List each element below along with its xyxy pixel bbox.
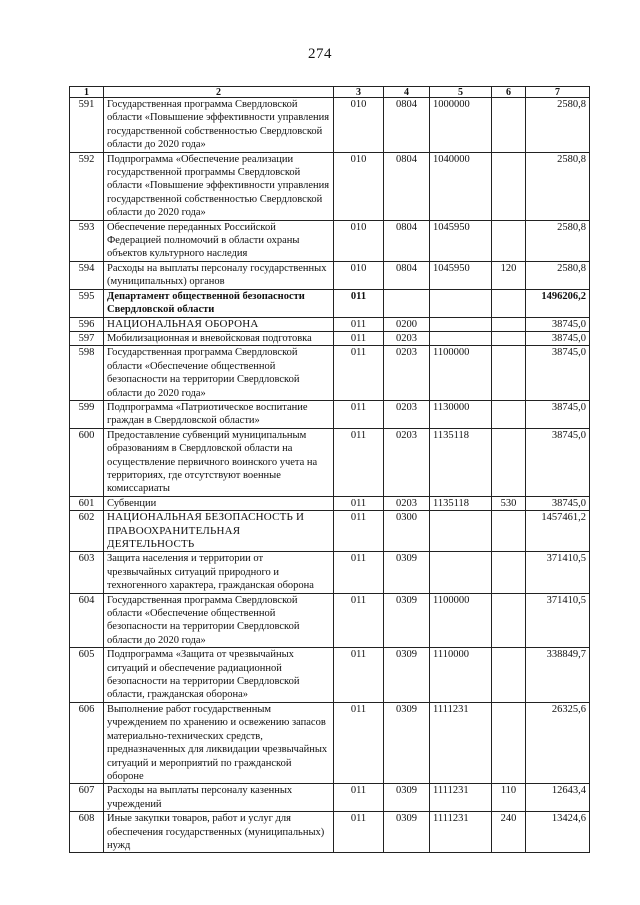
code-section: 0309 bbox=[384, 648, 430, 703]
code-admin: 011 bbox=[334, 702, 384, 783]
code-expense-type: 240 bbox=[492, 812, 526, 853]
header-row bbox=[70, 87, 590, 98]
code-expense-type bbox=[492, 289, 526, 317]
amount: 338849,7 bbox=[526, 648, 590, 703]
table-row bbox=[70, 511, 590, 552]
code-target: 1040000 bbox=[430, 152, 492, 220]
header-col-2: 2 bbox=[104, 87, 334, 98]
code-target: 1111231 bbox=[430, 702, 492, 783]
item-name: Подпрограмма «Обеспечение реализации государственной программы Свердловской области «Повышение эффективности управления государственной собственностью Свердловской области до 2020 года» bbox=[104, 152, 334, 220]
code-admin: 011 bbox=[334, 289, 384, 317]
amount: 2580,8 bbox=[526, 152, 590, 220]
code-admin: 011 bbox=[334, 496, 384, 510]
code-section: 0203 bbox=[384, 428, 430, 496]
header-col-6: 6 bbox=[492, 87, 526, 98]
row-number: 598 bbox=[70, 346, 104, 401]
table-row bbox=[70, 593, 590, 648]
amount: 38745,0 bbox=[526, 346, 590, 401]
code-expense-type bbox=[492, 331, 526, 345]
row-number: 602 bbox=[70, 511, 104, 552]
row-number: 600 bbox=[70, 428, 104, 496]
code-admin: 011 bbox=[334, 552, 384, 593]
row-number: 608 bbox=[70, 812, 104, 853]
item-name: Мобилизационная и вневойсковая подготовка bbox=[104, 331, 334, 345]
header-col-3: 3 bbox=[334, 87, 384, 98]
code-section: 0804 bbox=[384, 261, 430, 289]
table-row bbox=[70, 812, 590, 853]
amount: 38745,0 bbox=[526, 331, 590, 345]
code-section: 0203 bbox=[384, 496, 430, 510]
amount: 2580,8 bbox=[526, 98, 590, 153]
row-number: 594 bbox=[70, 261, 104, 289]
table-row bbox=[70, 261, 590, 289]
table-row bbox=[70, 289, 590, 317]
amount: 38745,0 bbox=[526, 400, 590, 428]
row-number: 599 bbox=[70, 400, 104, 428]
code-section: 0309 bbox=[384, 552, 430, 593]
code-section: 0203 bbox=[384, 331, 430, 345]
amount: 371410,5 bbox=[526, 593, 590, 648]
row-number: 596 bbox=[70, 317, 104, 331]
code-target: 1100000 bbox=[430, 593, 492, 648]
amount: 1457461,2 bbox=[526, 511, 590, 552]
code-section: 0309 bbox=[384, 784, 430, 812]
code-target bbox=[430, 511, 492, 552]
table-row bbox=[70, 400, 590, 428]
table-row bbox=[70, 152, 590, 220]
item-name: Обеспечение переданных Российской Федерацией полномочий в области охраны объектов культурного наследия bbox=[104, 220, 334, 261]
code-expense-type bbox=[492, 702, 526, 783]
code-expense-type bbox=[492, 648, 526, 703]
table-row bbox=[70, 346, 590, 401]
table-row bbox=[70, 98, 590, 153]
code-admin: 011 bbox=[334, 317, 384, 331]
item-name: Подпрограмма «Защита от чрезвычайных ситуаций и обеспечение радиационной безопасности на территории Свердловской области, гражданская оборона» bbox=[104, 648, 334, 703]
row-number: 603 bbox=[70, 552, 104, 593]
code-expense-type bbox=[492, 593, 526, 648]
code-target bbox=[430, 317, 492, 331]
amount: 1496206,2 bbox=[526, 289, 590, 317]
row-number: 591 bbox=[70, 98, 104, 153]
code-section: 0309 bbox=[384, 593, 430, 648]
code-admin: 010 bbox=[334, 261, 384, 289]
row-number: 606 bbox=[70, 702, 104, 783]
item-name: Государственная программа Свердловской области «Повышение эффективности управления государственной собственностью Свердловской области до 2020 года» bbox=[104, 98, 334, 153]
amount: 38745,0 bbox=[526, 317, 590, 331]
code-admin: 011 bbox=[334, 346, 384, 401]
table-row bbox=[70, 220, 590, 261]
code-section: 0300 bbox=[384, 511, 430, 552]
amount: 38745,0 bbox=[526, 496, 590, 510]
code-section: 0804 bbox=[384, 152, 430, 220]
code-admin: 010 bbox=[334, 98, 384, 153]
code-expense-type: 530 bbox=[492, 496, 526, 510]
code-expense-type bbox=[492, 400, 526, 428]
code-admin: 011 bbox=[334, 784, 384, 812]
table-body bbox=[70, 98, 590, 853]
item-name: Выполнение работ государственным учреждением по хранению и освежению запасов материально-технических средств, предназначенных для ликвидации чрезвычайных ситуаций и мероприятий по гражданской обороне bbox=[104, 702, 334, 783]
code-section: 0200 bbox=[384, 317, 430, 331]
code-expense-type bbox=[492, 511, 526, 552]
code-admin: 011 bbox=[334, 812, 384, 853]
code-target: 1000000 bbox=[430, 98, 492, 153]
header-col-4: 4 bbox=[384, 87, 430, 98]
code-target: 1111231 bbox=[430, 784, 492, 812]
code-target bbox=[430, 289, 492, 317]
code-target: 1135118 bbox=[430, 496, 492, 510]
code-admin: 011 bbox=[334, 511, 384, 552]
table-row bbox=[70, 317, 590, 331]
budget-table bbox=[69, 86, 590, 853]
code-expense-type bbox=[492, 220, 526, 261]
code-section: 0804 bbox=[384, 98, 430, 153]
item-name: НАЦИОНАЛЬНАЯ ОБОРОНА bbox=[104, 317, 334, 331]
code-section: 0309 bbox=[384, 702, 430, 783]
table-row bbox=[70, 702, 590, 783]
code-target: 1135118 bbox=[430, 428, 492, 496]
item-name: Расходы на выплаты персоналу государственных (муниципальных) органов bbox=[104, 261, 334, 289]
code-admin: 011 bbox=[334, 331, 384, 345]
code-section bbox=[384, 289, 430, 317]
item-name: Государственная программа Свердловской области «Обеспечение общественной безопасности на территории Свердловской области до 2020 года» bbox=[104, 346, 334, 401]
code-target bbox=[430, 331, 492, 345]
row-number: 607 bbox=[70, 784, 104, 812]
code-target bbox=[430, 552, 492, 593]
row-number: 604 bbox=[70, 593, 104, 648]
amount: 13424,6 bbox=[526, 812, 590, 853]
item-name: Предоставление субвенций муниципальным образованиям в Свердловской области на осуществление первичного воинского учета на территориях, где отсутствуют военные комиссариаты bbox=[104, 428, 334, 496]
code-section: 0203 bbox=[384, 400, 430, 428]
amount: 2580,8 bbox=[526, 261, 590, 289]
code-admin: 011 bbox=[334, 648, 384, 703]
row-number: 592 bbox=[70, 152, 104, 220]
code-admin: 011 bbox=[334, 428, 384, 496]
amount: 26325,6 bbox=[526, 702, 590, 783]
code-section: 0804 bbox=[384, 220, 430, 261]
code-target: 1111231 bbox=[430, 812, 492, 853]
code-admin: 010 bbox=[334, 152, 384, 220]
row-number: 593 bbox=[70, 220, 104, 261]
code-target: 1110000 bbox=[430, 648, 492, 703]
table-row bbox=[70, 331, 590, 345]
item-name: Иные закупки товаров, работ и услуг для обеспечения государственных (муниципальных) нужд bbox=[104, 812, 334, 853]
row-number: 601 bbox=[70, 496, 104, 510]
code-admin: 010 bbox=[334, 220, 384, 261]
code-target: 1130000 bbox=[430, 400, 492, 428]
header-col-5: 5 bbox=[430, 87, 492, 98]
header-col-1: 1 bbox=[70, 87, 104, 98]
row-number: 597 bbox=[70, 331, 104, 345]
code-target: 1045950 bbox=[430, 261, 492, 289]
amount: 12643,4 bbox=[526, 784, 590, 812]
row-number: 605 bbox=[70, 648, 104, 703]
item-name: Расходы на выплаты персоналу казенных учреждений bbox=[104, 784, 334, 812]
item-name: Подпрограмма «Патриотическое воспитание граждан в Свердловской области» bbox=[104, 400, 334, 428]
code-admin: 011 bbox=[334, 400, 384, 428]
item-name: Защита населения и территории от чрезвычайных ситуаций природного и техногенного характера, гражданская оборона bbox=[104, 552, 334, 593]
code-section: 0309 bbox=[384, 812, 430, 853]
amount: 371410,5 bbox=[526, 552, 590, 593]
code-admin: 011 bbox=[334, 593, 384, 648]
amount: 38745,0 bbox=[526, 428, 590, 496]
table-row bbox=[70, 428, 590, 496]
item-name: Субвенции bbox=[104, 496, 334, 510]
row-number: 595 bbox=[70, 289, 104, 317]
code-expense-type bbox=[492, 152, 526, 220]
item-name: НАЦИОНАЛЬНАЯ БЕЗОПАСНОСТЬ И ПРАВООХРАНИТЕЛЬНАЯ ДЕЯТЕЛЬНОСТЬ bbox=[104, 511, 334, 552]
table-row bbox=[70, 496, 590, 510]
table-row bbox=[70, 552, 590, 593]
code-section: 0203 bbox=[384, 346, 430, 401]
code-expense-type bbox=[492, 98, 526, 153]
item-name: Государственная программа Свердловской области «Обеспечение общественной безопасности на территории Свердловской области до 2020 года» bbox=[104, 593, 334, 648]
table-row bbox=[70, 784, 590, 812]
code-expense-type bbox=[492, 428, 526, 496]
code-expense-type bbox=[492, 346, 526, 401]
code-expense-type bbox=[492, 317, 526, 331]
code-expense-type bbox=[492, 552, 526, 593]
table-row bbox=[70, 648, 590, 703]
item-name: Департамент общественной безопасности Свердловской области bbox=[104, 289, 334, 317]
header-col-7: 7 bbox=[526, 87, 590, 98]
page-number: 274 bbox=[308, 46, 332, 62]
code-target: 1100000 bbox=[430, 346, 492, 401]
code-expense-type: 110 bbox=[492, 784, 526, 812]
amount: 2580,8 bbox=[526, 220, 590, 261]
code-expense-type: 120 bbox=[492, 261, 526, 289]
code-target: 1045950 bbox=[430, 220, 492, 261]
